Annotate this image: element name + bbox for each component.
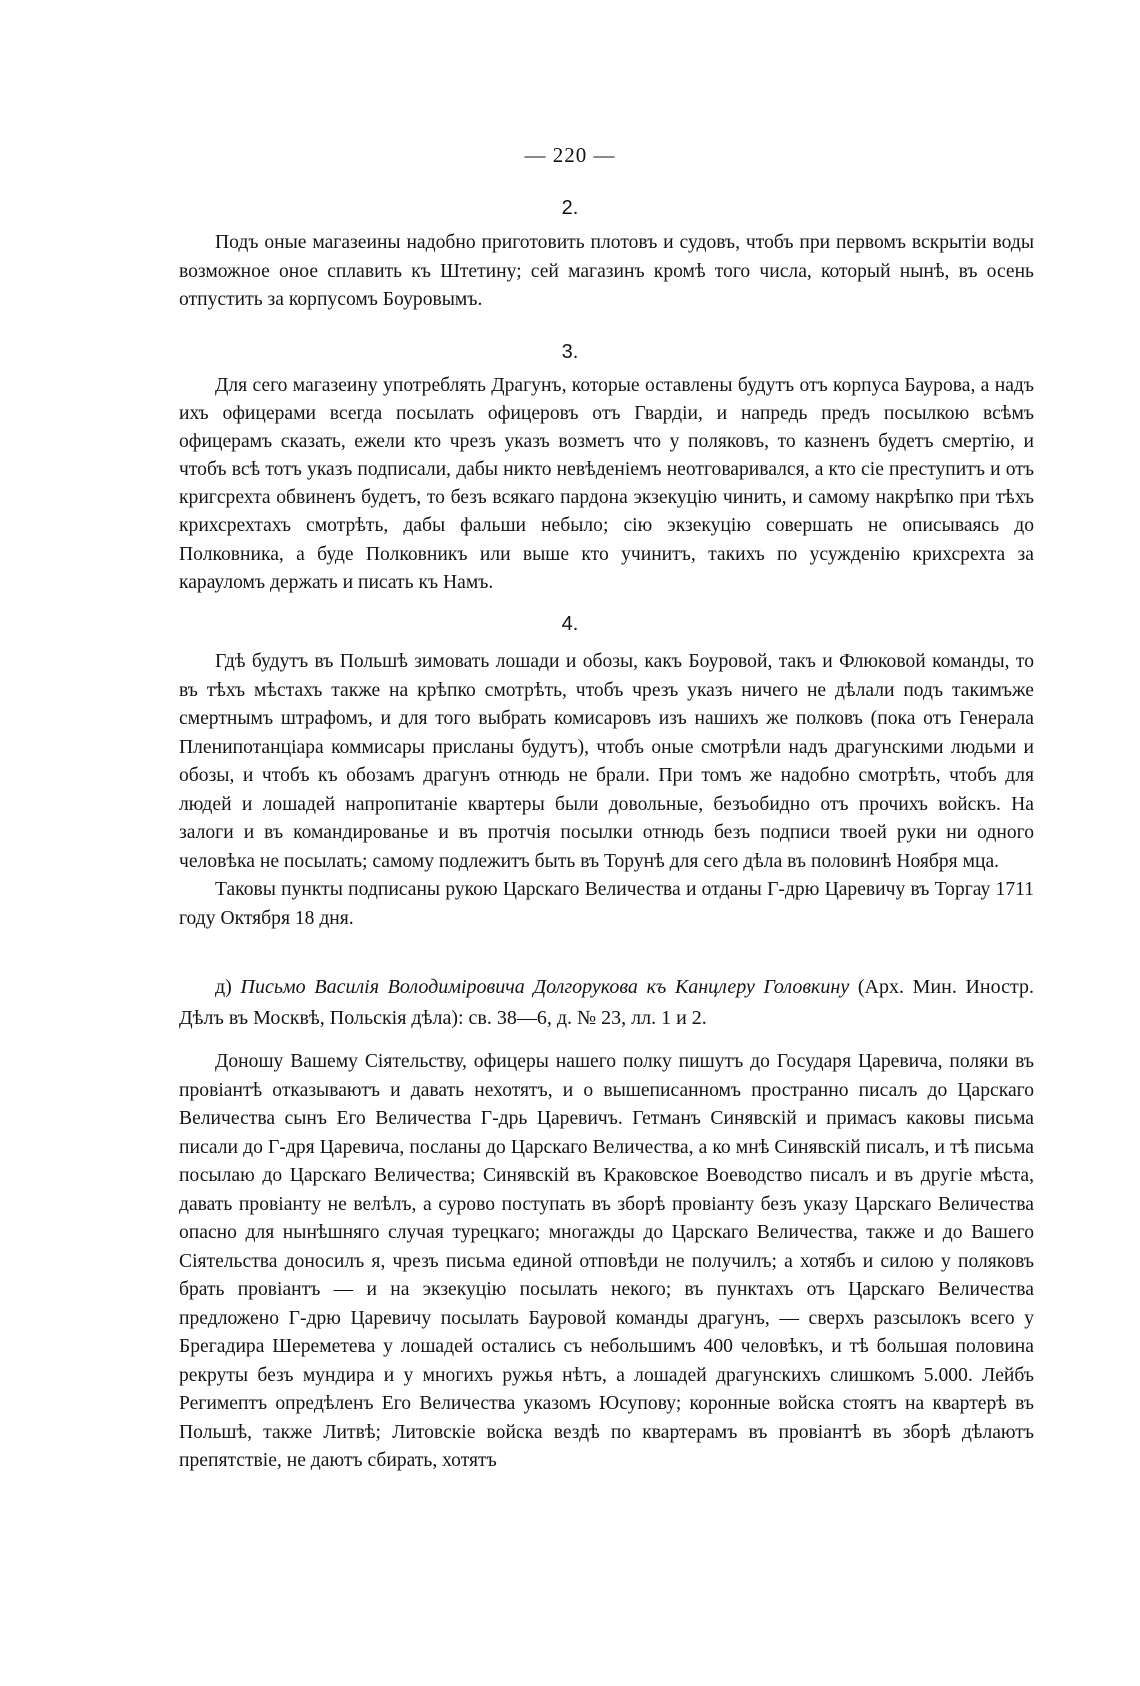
letter-source: (Арх. Мин. Иностр. Дѣлъ въ Москвѣ, Польскія дѣла): св. 38—6, д. № 23, лл. 1 и 2. xyxy=(179,976,1034,1029)
letter-heading xyxy=(179,972,1034,1034)
letter-title: Письмо Василія Володиміровича Долгорукова къ Канцлеру Головкину xyxy=(240,976,850,998)
section-number-2: 2. xyxy=(561,197,579,219)
section-4-text xyxy=(179,648,1034,933)
letter-reference xyxy=(179,972,1034,1034)
section-4-closing-paragraph: Таковы пункты подписаны рукою Царскаго Величества и отданы Г-дрю Царевичу въ Торгау 1711 году Октября 18 дня. xyxy=(179,879,1034,929)
section-3-text xyxy=(179,372,1034,597)
section-number-3: 3. xyxy=(561,341,579,363)
letter-body-paragraph: Доношу Вашему Сіятельству, офицеры нашего полку пишутъ до Государя Царевича, поляки въ провіантѣ отказываютъ и давать нехотятъ, и о вышеписанномъ пространно писалъ до Царскаго Величества сынъ Его Величества Г-дрь Царевичъ. Гетманъ Синявскій и примасъ каковы письма писали до Г-дря Царевича, посланы до Царскаго Величества, а ко мнѣ Синявскій писалъ, и тѣ письма посылаю до Царскаго Величества; Синявскій въ Краковское Воеводство писалъ и въ другіе мѣста, давать провіанту не велѣлъ, а сурово поступать въ зборѣ провіанту безъ указу Царскаго Величества опасно для нынѣшняго случая турецкаго; многажды до Царскаго Величества, также и до Вашего Сіятельства доносилъ я, чрезъ письма единой отповѣди не получилъ; а хотябъ и силою у поляковъ брать провіантъ — и на экзекуцію посылать некого; въ пунктахъ отъ Царскаго Величества предложено Г-дрю Царевичу посылать Бауровой команды драгунъ, — сверхъ разсылокъ всего у Брегадира Шереметева у лошадей остались съ небольшимъ 400 человѣкъ, и тѣ большая половина рекруты безъ мундира и у многихъ ружья нѣтъ, а лошадей драгунскихъ слишкомъ 5.000. Лейбъ Регимептъ опредѣленъ Его Величества указомъ Юсупову; коронные войска стоятъ на квартерѣ въ Польшѣ, также Литвѣ; Литовскіе войска вездѣ по квартерамъ въ провіантѣ въ зборѣ дѣлаютъ препятствіе, не даютъ сбирать, хотятъ xyxy=(179,1051,1034,1471)
section-3-paragraph: Для сего магазеину употреблять Драгунъ, которые оставлены будутъ отъ корпуса Баурова, а надъ ихъ офицерами всегда посылать офицеровъ отъ Гвардіи, и напредь предъ посылкою всѣмъ офицерамъ сказать, ежели кто чрезъ указъ возметъ что у поляковъ, то казненъ будетъ смертію, и чтобъ всѣ тотъ указъ подписали, дабы никто невѣденіемъ неотговаривался, а кто сіе преступитъ и отъ кригсрехта обвиненъ будетъ, то безъ всякаго пардона экзекуцію чинить, и самому накрѣпко при тѣхъ крихсрехтахъ смотрѣть, дабы фальши небыло; сію экзекуцію совершать не описываясь до Полковника, а буде Полковникъ или выше кто учинитъ, такихъ по усужденію крихсрехта за карауломъ держать и писать къ Намъ. xyxy=(179,375,1034,593)
section-2-text xyxy=(179,229,1034,315)
letter-body xyxy=(179,1048,1034,1476)
page-number-header: — 220 — xyxy=(524,143,616,167)
section-2-paragraph: Подъ оные магазеины надобно приготовить плотовъ и судовъ, чтобъ при первомъ вскрытіи воды возможное оное сплавить къ Штетину; сей магазинъ кромѣ того числа, который нынѣ, въ осень отпустить за корпусомъ Боуровымъ. xyxy=(179,232,1034,310)
section-4-paragraph: Гдѣ будутъ въ Польшѣ зимовать лошади и обозы, какъ Боуровой, такъ и Флюковой команды, то въ тѣхъ мѣстахъ также на крѣпко смотрѣть, чтобъ чрезъ указъ ничего не дѣлали подъ такимъже смертнымъ штрафомъ, и для того выбрать комисаровъ изъ нашихъ же полковъ (пока отъ Генерала Пленипотанціара коммисары присланы будутъ), чтобъ оные смотрѣли надъ драгунскими людьми и обозы, и чтобъ къ обозамъ драгунъ отнюдь не брали. При томъ же надобно смотрѣть, чтобъ для людей и лошадей напропитаніе квартеры были довольные, безъобидно отъ прочихъ войскъ. На залоги и въ командированье и въ протчія посылки отнюдь безъ подписи твоей руки ни одного человѣка не посылать; самому подлежитъ быть въ Торунѣ для сего дѣла въ половинѣ Ноября мца. xyxy=(179,651,1034,872)
section-number-4: 4. xyxy=(561,613,579,635)
letter-prefix: д) xyxy=(215,976,241,998)
